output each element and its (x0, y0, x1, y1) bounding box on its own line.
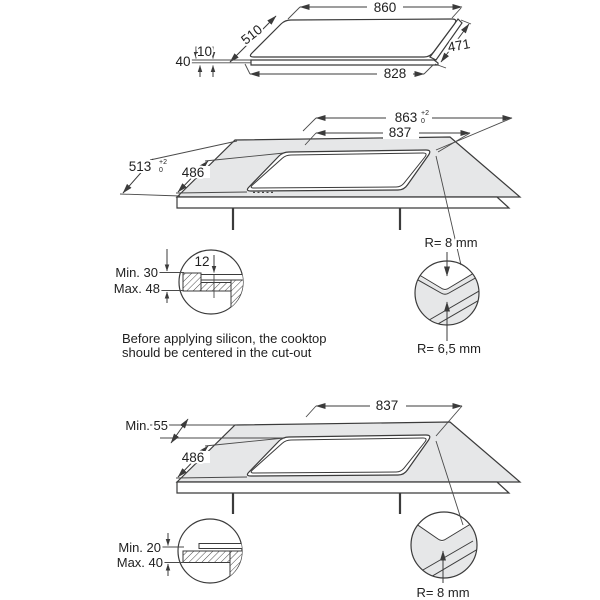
dim-860 (288, 0, 462, 19)
worktop-section-step (201, 283, 231, 292)
worktop-section-wall (231, 280, 247, 312)
dim-837-surface-label: 837 (375, 398, 399, 413)
max-48-label: Max. 48 (113, 281, 160, 296)
dim-10-40 (175, 44, 251, 77)
min-55-label: Min. 55 (125, 418, 168, 433)
surface-cutout-view (125, 398, 520, 525)
min-20-label: Min. 20 (118, 540, 161, 555)
dim-828 (245, 64, 433, 81)
dim-510-label: 510 (238, 21, 266, 48)
dim-828-label: 828 (383, 66, 407, 81)
note-line2: should be centered in the cut-out (122, 345, 312, 360)
dim-837-flush-label: 837 (388, 125, 412, 140)
cooktop-base (251, 60, 438, 65)
cooktop-glass-surface (250, 19, 455, 57)
dim-513-tol-plus: +2 (159, 159, 167, 166)
dim-486-surface-label: 486 (181, 450, 205, 465)
worktop-front-face (177, 197, 509, 208)
glass-section (199, 544, 247, 549)
dim-40-label: 40 (175, 54, 191, 69)
dim-513-tol-minus: 0 (159, 167, 163, 174)
cooktop-view (175, 0, 471, 81)
note-line1: Before applying silicon, the cooktop (122, 331, 327, 346)
dim-471-label: 471 (446, 36, 472, 55)
worktop-front-face (177, 482, 509, 493)
radius-8-label: R= 8 mm (424, 235, 478, 250)
corner-gray (410, 520, 479, 584)
corner-detail-bottom (409, 512, 479, 600)
radius-8-bottom-label: R= 8 mm (416, 585, 470, 600)
worktop-section (183, 551, 237, 563)
glass-section (201, 275, 247, 281)
min-30-label: Min. 30 (115, 265, 158, 280)
edge-detail-top (114, 249, 247, 314)
dim-486-flush-label: 486 (181, 165, 205, 180)
radius-65-label: R= 6,5 mm (417, 341, 481, 356)
dim-863-label: 863 (394, 110, 418, 125)
dim-863-tol-minus: 0 (421, 118, 425, 125)
dim-12-label: 12 (194, 254, 210, 269)
max-40-label: Max. 40 (116, 555, 163, 570)
dim-513-label: 513 (128, 159, 152, 174)
corner-detail-top (404, 235, 486, 356)
dim-10-label: 10 (196, 44, 213, 59)
silicon-note (122, 331, 327, 360)
edge-detail-bottom (117, 519, 247, 583)
dim-860-label: 860 (373, 0, 397, 15)
dim-863-tol-plus: +2 (421, 110, 429, 117)
worktop-section-left (183, 273, 201, 291)
